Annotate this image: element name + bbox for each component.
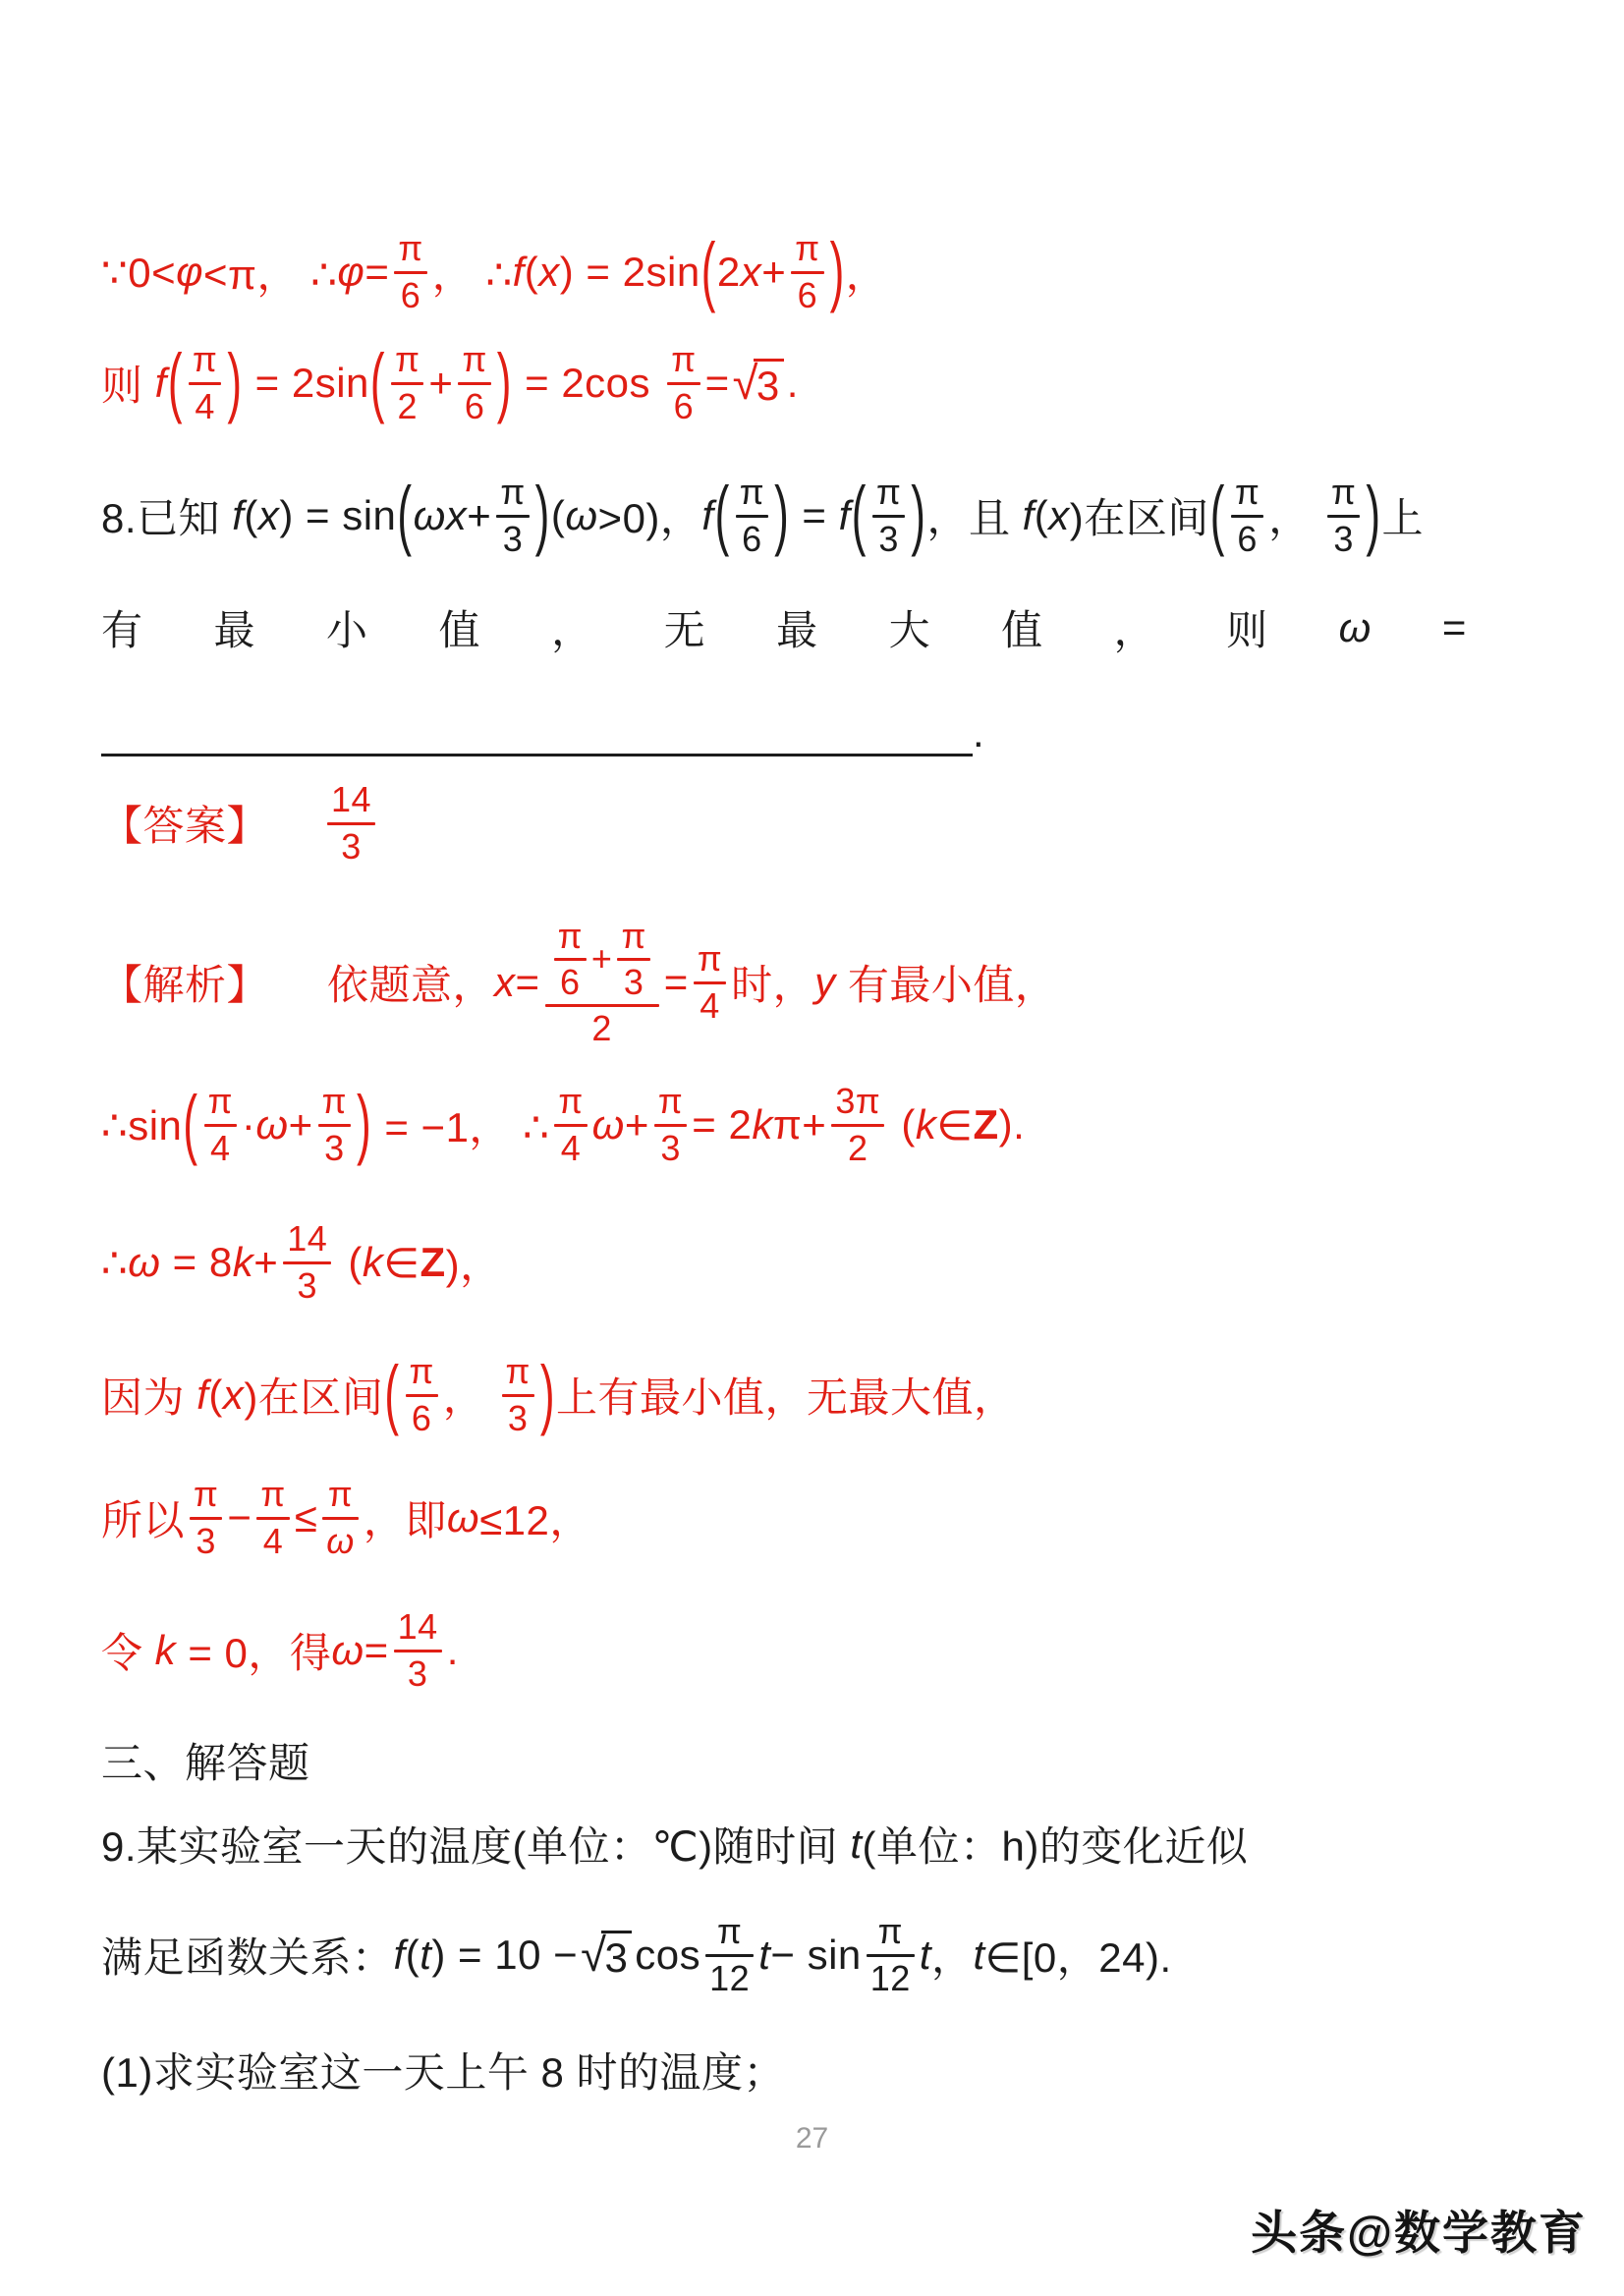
big-left-paren: ( [700,228,716,315]
watermark: 头条@数学教育 [1251,2207,1587,2259]
fraction: $\frac{\pi}{3}$ [1327,473,1360,559]
fraction-bar [554,958,587,961]
page-number: 27 [795,2122,829,2155]
big-right-paren: ) [829,228,845,315]
fraction-bar [283,1261,331,1264]
line-answer-value: 【答案】 $\frac{14}{3}$ [101,769,1536,877]
fraction-bar [327,822,375,825]
fraction: $\frac{\pi}{6}$ [667,340,700,426]
fraction: $\frac{\pi}{6}$ [736,473,768,559]
fraction-bar [496,515,529,518]
big-left-paren: ( [167,339,183,426]
big-left-paren: ( [714,472,730,559]
fraction: $\frac{\pi}{4}$ [189,340,221,426]
fraction: $\frac{\pi}{3}$ [496,473,529,559]
fraction: $\frac{\pi}{12}$ [705,1912,754,1998]
fraction-bar [189,382,221,385]
fraction-bar [190,1517,222,1520]
fraction-bar [554,1124,587,1127]
line-question-9: 9.某实验室一天的温度(单位：℃)随时间 t (单位：h)的变化近似 [101,1820,1249,1870]
fraction-bar [736,515,768,518]
big-left-paren: ( [369,339,386,426]
fraction: $\frac{\pi}{3}$ [318,1082,351,1168]
big-left-paren: ( [183,1081,198,1168]
line-min-no-max: 有 最 小 值 ， 无 最 大 值 ， 则 ω = [101,604,1467,653]
fraction-bar [667,382,700,385]
fraction-bar [394,271,426,274]
big-left-paren: ( [851,472,867,559]
line-omega-general: ∴ ω = 8 k + $\frac{14}{3}$ ( k ∈ Z )， [101,1218,502,1306]
fraction-bar [502,1394,534,1397]
fraction-bar [322,1517,359,1520]
fraction-bar [694,981,726,984]
big-right-paren: ) [227,339,243,426]
fraction: $\frac{\pi}{4}$ [694,939,726,1026]
fraction: $\frac{\pi}{6}$ [458,340,490,426]
big-right-paren: ) [357,1081,372,1168]
fraction-bar [831,1124,884,1127]
fraction-bar [872,515,905,518]
big-right-paren: ) [1366,472,1381,559]
line-inequality: 所以 $\frac{\pi}{3}$ − $\frac{\pi}{4}$ ≤ $\frac{\pi}{\omega}$ ，即 ω ≤12， [101,1474,591,1561]
fraction-bar [1231,515,1263,518]
fraction-bar [458,382,490,385]
fraction-bar [867,1954,915,1957]
line-question-8: 8.已知 f ( x ) = sin ( ω x + $\frac{\pi}{3}$ ) ( ω >0)， f ( $\frac{\pi}{6}$ ) = f ( $\frac{\pi}{3}$ ) ，且 f ( x )在区间 ( $\frac{\pi}{6}$ ， $\frac{\pi}{3}$ ) 上 [101,472,1424,559]
fraction-bar [1327,515,1360,518]
fraction-bar [394,1650,442,1652]
big-left-paren: ( [384,1351,400,1438]
fraction: $\frac{\pi}{4}$ [256,1475,289,1561]
fraction-bar [654,1124,687,1127]
fraction: $\frac{\pi}{3}$ [190,1475,222,1561]
fraction: $\frac{14}{3}$ [394,1607,442,1694]
fraction: $\frac{14}{3}$ [327,780,375,867]
line-because-interval: 因为 f ( x )在区间 ( $\frac{\pi}{6}$ ， $\frac{\pi}{3}$ ) 上有最小值，无最大值， [101,1351,1016,1438]
fraction: $\frac{3\pi}{2}$ [831,1082,884,1168]
fraction-bar [204,1124,237,1127]
fraction: $\frac{\pi}{6}$ [1231,473,1263,559]
fraction-bar [406,1394,438,1397]
fraction: $\frac{\pi}{6}$ [554,917,587,1003]
fraction-bar [791,271,823,274]
big-right-paren: ) [496,339,512,426]
fraction: $\frac{14}{3}$ [283,1219,331,1306]
line-part-1: (1)求实验室这一天上午 8 时的温度； [101,2049,786,2096]
fraction-bar [617,958,649,961]
fraction: $\frac{\pi}{12}$ [867,1912,915,1998]
line-f-pi4-value: 则 f ( $\frac{\pi}{4}$ ) = 2sin ( $\frac{\pi}{2}$ + $\frac{\pi}{6}$ ) = 2cos $\frac{\pi}{6}$ = √ 3 . [101,339,799,426]
big-right-paren: ) [539,1351,556,1438]
radical: √ 3 [581,1931,632,1979]
fraction-bar [391,382,423,385]
fraction-bar [545,1004,659,1007]
fraction: $\frac{\pi}{6}$ [394,229,426,315]
line-let-k0: 令 k = 0，得 ω = $\frac{14}{3}$ . [101,1606,459,1694]
answer-blank-underline [101,712,973,756]
fraction: $\frac{\pi}{\omega}$ [322,1475,359,1561]
fraction: $\frac{\pi}{6}$ [791,229,823,315]
line-section-3-header: 三、解答题 [101,1740,310,1786]
fraction: $\frac{\pi}{6}$ [406,1352,438,1438]
fraction-bar [318,1124,351,1127]
radical: √ 3 [733,359,784,407]
fraction: $\frac{\pi}{4}$ [554,1082,587,1168]
fraction: $\frac{\pi}{6}$ + $\frac{\pi}{3}$ 2 [545,917,659,1049]
line-analysis: 【解析】 依题意， x = $\frac{\pi}{6}$ + $\frac{\pi}{3}$ 2 = $\frac{\pi}{4}$ 时， y 有最小值， [101,915,1057,1049]
fraction-bar [705,1954,754,1957]
big-left-paren: ( [397,472,413,559]
fraction: $\frac{\pi}{4}$ [204,1082,237,1168]
fraction-bar [256,1517,289,1520]
big-right-paren: ) [774,472,790,559]
line-function-relation: 满足函数关系： f ( t ) = 10 − √ 3 cos $\frac{\pi}{12}$ t − sin $\frac{\pi}{12}$ t ， t ∈[0，24). [101,1911,1172,1998]
big-left-paren: ( [1209,472,1225,559]
fraction: $\frac{\pi}{3}$ [872,473,905,559]
fraction: $\frac{\pi}{3}$ [502,1352,534,1438]
big-right-paren: ) [534,472,550,559]
line-sin-equation: ∴sin ( $\frac{\pi}{4}$ · ω + $\frac{\pi}{3}$ ) = −1， ∴ $\frac{\pi}{4}$ ω + $\frac{\pi}{3}$ = 2 k π+ $\frac{3\pi}{2}$ ( k ∈ Z ). [101,1081,1026,1168]
line-phi-conclusion: ∵0< φ <π， ∴ φ = $\frac{\pi}{6}$ ， ∴ f ( x ) = 2sin ( 2 x + $\frac{\pi}{6}$ ) ， [101,228,888,315]
big-right-paren: ) [911,472,926,559]
fraction: $\frac{\pi}{3}$ [617,917,649,1003]
fraction: $\frac{\pi}{2}$ [391,340,423,426]
fraction: $\frac{\pi}{3}$ [654,1082,687,1168]
line-answer-blank: . [101,705,1536,760]
